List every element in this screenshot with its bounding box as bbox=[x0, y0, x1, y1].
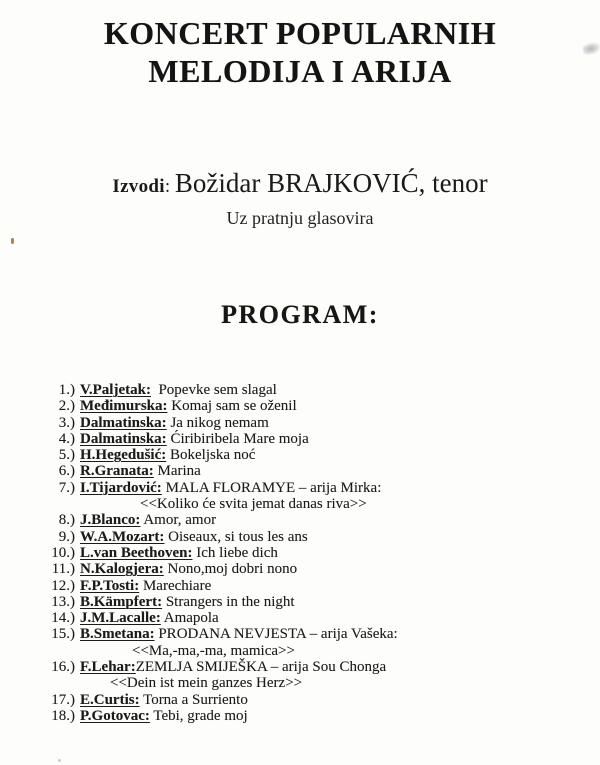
title-line-1: KONCERT POPULARNIH bbox=[103, 15, 497, 51]
performer-separator: : bbox=[164, 176, 175, 197]
item-composer: J.Blanco: bbox=[80, 512, 141, 529]
item-number: 13.) bbox=[51, 593, 75, 610]
item-piece-title: Amor, amor bbox=[140, 512, 217, 529]
item-number: 1.) bbox=[58, 382, 75, 398]
program-item bbox=[44, 561, 580, 577]
program-item bbox=[44, 659, 580, 675]
program-item bbox=[44, 626, 580, 642]
item-piece-title: Ich liebe dich bbox=[192, 544, 278, 561]
item-piece-title: Nono,moj dobri nono bbox=[163, 561, 298, 578]
item-composer: I.Tijardović: bbox=[80, 479, 162, 496]
item-number: 3.) bbox=[58, 414, 75, 431]
item-piece-title: PRODANA NEVJESTA – arija Vašeka: bbox=[154, 626, 398, 643]
item-piece-title: Popevke sem slagal bbox=[150, 382, 277, 398]
item-composer: Dalmatinska: bbox=[80, 414, 167, 431]
item-piece-title: Ćiribiribela Mare moja bbox=[166, 430, 309, 447]
item-piece-title: Bokeljska noć bbox=[166, 447, 256, 464]
item-number: 2.) bbox=[58, 398, 75, 415]
scan-speck-artifact bbox=[58, 759, 61, 762]
item-number: 9.) bbox=[58, 528, 75, 545]
item-composer: F.Lehar: bbox=[80, 659, 136, 676]
item-aria-quote: <<Koliko će svita jemat danas riva>> bbox=[140, 496, 367, 513]
item-composer: Dalmatinska: bbox=[80, 430, 167, 447]
program-item bbox=[44, 512, 580, 528]
performer-label: Izvodi bbox=[112, 176, 165, 197]
item-number: 17.) bbox=[51, 691, 75, 708]
item-number: 15.) bbox=[51, 626, 75, 643]
program-item bbox=[44, 545, 580, 561]
item-number: 11.) bbox=[51, 561, 75, 578]
item-number: 10.) bbox=[51, 544, 75, 561]
item-composer: L.van Beethoven: bbox=[80, 544, 193, 561]
item-aria-quote: <<Ma,-ma,-ma, mamica>> bbox=[132, 642, 295, 659]
item-aria-quote: <<Dein ist mein ganzes Herz>> bbox=[110, 675, 303, 692]
program-item bbox=[44, 610, 580, 626]
program-heading: PROGRAM: bbox=[221, 300, 379, 329]
title-line-2: MELODIJA I ARIJA bbox=[148, 53, 452, 89]
item-composer: J.M.Lacalle: bbox=[80, 610, 161, 627]
item-composer: R.Granata: bbox=[80, 463, 154, 480]
item-piece-title: Torna a Surriento bbox=[139, 691, 248, 708]
item-number: 5.) bbox=[58, 447, 75, 464]
item-number: 14.) bbox=[51, 610, 75, 627]
item-number: 4.) bbox=[58, 430, 75, 447]
program-item bbox=[44, 431, 580, 447]
program-item bbox=[44, 415, 580, 431]
program-item bbox=[44, 480, 580, 496]
item-composer: V.Paljetak: bbox=[80, 382, 151, 398]
item-number: 7.) bbox=[58, 479, 75, 496]
item-number: 18.) bbox=[51, 707, 75, 724]
item-piece-title: Tebi, grade moj bbox=[149, 707, 248, 724]
item-composer: Međimurska: bbox=[80, 398, 168, 415]
item-piece-title: Ja nikog nemam bbox=[166, 414, 269, 431]
scan-speck-artifact bbox=[11, 238, 14, 244]
item-number: 6.) bbox=[58, 463, 75, 480]
item-piece-title: Komaj sam se oženil bbox=[167, 398, 297, 415]
program-item bbox=[44, 594, 580, 610]
item-composer: N.Kalogjera: bbox=[80, 561, 164, 578]
program-item bbox=[44, 529, 580, 545]
item-piece-title: ZEMLJA SMIJEŠKA – arija Sou Chonga bbox=[135, 659, 387, 676]
program-list bbox=[44, 382, 580, 724]
item-piece-title: Oiseaux, si tous les ans bbox=[164, 528, 308, 545]
item-piece-title: MALA FLORAMYE – arija Mirka: bbox=[161, 479, 382, 496]
performer-line bbox=[0, 168, 600, 199]
item-composer: B.Kämpfert: bbox=[80, 593, 163, 610]
item-piece-title: Strangers in the night bbox=[162, 593, 295, 610]
item-composer: P.Gotovac: bbox=[80, 707, 150, 724]
item-number: 8.) bbox=[58, 512, 75, 529]
item-composer: B.Smetana: bbox=[80, 626, 155, 643]
program-item bbox=[44, 398, 580, 414]
item-number: 16.) bbox=[51, 659, 75, 676]
item-number: 12.) bbox=[51, 577, 75, 594]
item-piece-title: Amapola bbox=[160, 610, 219, 627]
program-item bbox=[44, 708, 580, 724]
program-item bbox=[44, 382, 580, 398]
program-item bbox=[44, 463, 580, 479]
program-item bbox=[44, 447, 580, 463]
item-composer: E.Curtis: bbox=[80, 691, 140, 708]
performer-name: Božidar BRAJKOVIĆ, tenor bbox=[174, 168, 488, 198]
document-title bbox=[0, 14, 600, 90]
item-composer: F.P.Tosti: bbox=[80, 577, 140, 594]
program-item bbox=[44, 692, 580, 708]
item-piece-title: Marina bbox=[153, 463, 201, 480]
item-composer: W.A.Mozart: bbox=[80, 528, 165, 545]
item-piece-title: Marechiare bbox=[139, 577, 212, 594]
accompaniment-line: Uz pratnju glasovira bbox=[226, 208, 374, 228]
item-composer: H.Hegedušić: bbox=[80, 447, 167, 464]
program-item bbox=[44, 578, 580, 594]
